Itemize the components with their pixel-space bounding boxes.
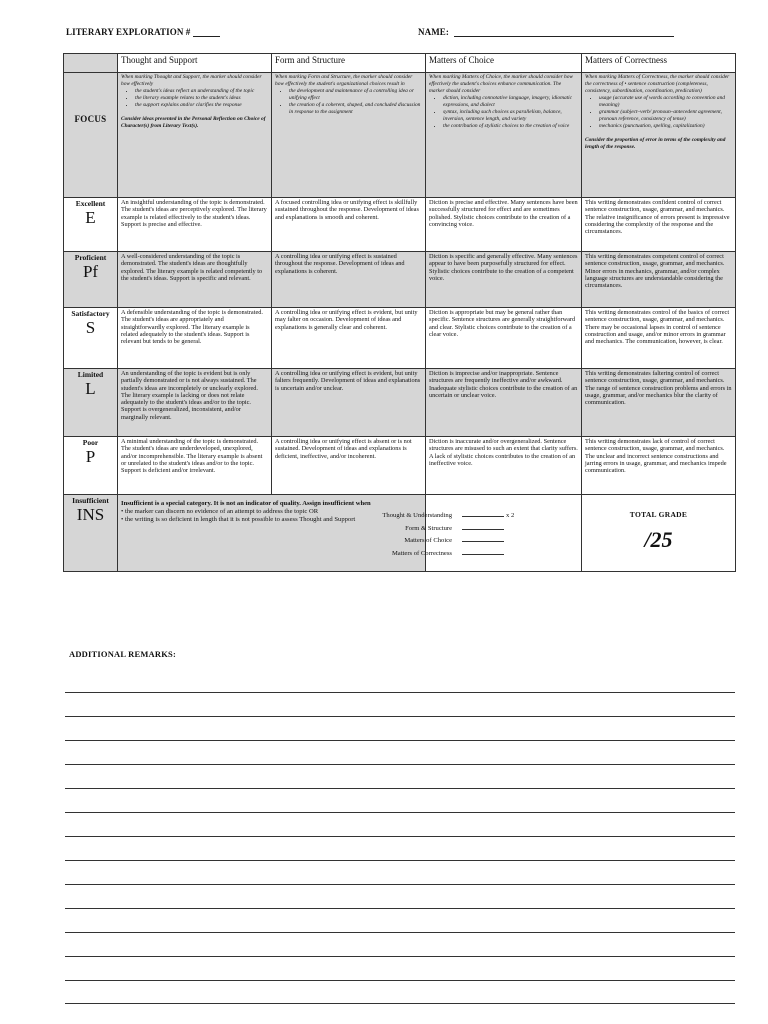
total-grade-value: /25 xyxy=(644,527,673,552)
score-blank-choice[interactable] xyxy=(462,533,504,542)
excellent-form: A focused controlling idea or unifying effect is skillfully sustained throughout the response. Development of ideas and explanations is smooth and coherent. xyxy=(272,198,426,252)
focus-label-cell xyxy=(64,73,118,198)
remarks-line[interactable] xyxy=(65,908,735,909)
column-header-choice: Matters of Choice xyxy=(426,54,582,73)
remarks-line[interactable] xyxy=(65,740,735,741)
limited-form: A controlling idea or unifying effect is evident, but unity falters frequently. Development of ideas and explanations is uncertain and/or unclear. xyxy=(272,369,426,437)
remarks-line[interactable] xyxy=(65,812,735,813)
remarks-line[interactable] xyxy=(65,764,735,765)
score-row-thought: Thought & Understanding x 2 xyxy=(356,508,581,521)
level-row-limited xyxy=(64,369,736,437)
level-label-satisfactory: Satisfactory S xyxy=(64,308,118,369)
level-row-excellent xyxy=(64,198,736,252)
score-row-correctness: Matters of Correctness xyxy=(356,546,581,559)
total-grade-cell xyxy=(582,495,736,572)
score-blank-thought[interactable] xyxy=(462,508,504,517)
remarks-line[interactable] xyxy=(65,932,735,933)
student-name-blank[interactable] xyxy=(454,28,674,37)
satisfactory-form: A controlling idea or unifying effect is evident, but unity may falter on occasion. Development of ideas and explanations is generally clear and coherent. xyxy=(272,308,426,369)
level-label-poor: Poor P xyxy=(64,437,118,495)
rubric-header-row xyxy=(64,54,736,73)
proficient-correctness: This writing demonstrates competent control of correct sentence construction, usage, grammar, and mechanics. Minor errors in mechanics, grammar, and/or complex language structures are understandable considering the circumstances. xyxy=(582,252,736,308)
level-label-limited: Limited L xyxy=(64,369,118,437)
level-row-proficient xyxy=(64,252,736,308)
remarks-line[interactable] xyxy=(65,788,735,789)
remarks-line[interactable] xyxy=(65,716,735,717)
score-row-form: Form & Structure xyxy=(356,521,581,534)
limited-thought: An understanding of the topic is evident but is only partially demonstrated or is not always sustained. The student's ideas are incompletely or unclearly explored. The literary example is lacking or does not relate adequately to the student's ideas and/or to the topic. Support is overgeneralized, inconsistent, and/or marginally relevant. xyxy=(118,369,272,437)
remarks-line[interactable] xyxy=(65,884,735,885)
remarks-line[interactable] xyxy=(65,836,735,837)
remarks-line[interactable] xyxy=(65,860,735,861)
proficient-thought: A well-considered understanding of the topic is demonstrated. The student's ideas are thoughtfully explored. The literary example is related competently to the student's ideas. Support is specific and relevant. xyxy=(118,252,272,308)
focus-label: FOCUS xyxy=(74,114,107,124)
focus-choice: When marking Matters of Choice, the marker should consider how effectively the student's choices enhance communication. The marker should consider • diction, including connotative language, imagery, idiomatic expressions, and dialect • syntax, including such choices as parallelism, balance, inversion, sentence length, and variety • the contribution of stylistic choices to the creation of voice xyxy=(426,73,582,198)
focus-row xyxy=(64,73,736,198)
additional-remarks-label: ADDITIONAL REMARKS: xyxy=(69,649,176,659)
level-row-insufficient xyxy=(64,495,736,572)
satisfactory-correctness: This writing demonstrates control of the basics of correct sentence construction, usage, grammar, and mechanics. There may be occasional lapses in control of sentence construction and usage, and/or minor errors in grammar and mechanics. The communication, however, is clear. xyxy=(582,308,736,369)
insufficient-description: Insufficient is a special category. It is not an indicator of quality. Assign insufficient when • the marker can discern no evidence of an attempt to address the topic OR • the writing is so deficient in length that it is not possible to assess Thought and Support xyxy=(118,495,426,572)
excellent-correctness: This writing demonstrates confident control of correct sentence construction, usage, grammar, and mechanics. The relative insignificance of errors present is impressive considering the complexity of the response and the circumstances. xyxy=(582,198,736,252)
column-header-form: Form and Structure xyxy=(272,54,426,73)
worksheet-title: LITERARY EXPLORATION # xyxy=(66,27,220,37)
focus-thought: When marking Thought and Support, the marker should consider how effectively • the student's ideas reflect an understanding of the topic • the literary example relates to the student's ideas • the support explains and/or clarifies the response Consider ideas presented in the Personal Reflection on Choice of Character(s) from Literary Text(s). xyxy=(118,73,272,198)
limited-choice: Diction is imprecise and/or inappropriate. Sentence structures are frequently ineffective and/or awkward. Inadequate stylistic choices contribute to the creation of an uncertain or unclear voice. xyxy=(426,369,582,437)
proficient-form: A controlling idea or unifying effect is sustained throughout the response. Development of ideas and explanations is coherent. xyxy=(272,252,426,308)
level-label-insufficient: Insufficient INS xyxy=(64,495,118,572)
poor-correctness: This writing demonstrates lack of control of correct sentence construction, usage, grammar, and mechanics. The unclear and incorrect sentence constructions and jarring errors in usage, grammar, and mechanics impede communication. xyxy=(582,437,736,495)
excellent-choice: Diction is precise and effective. Many sentences have been successfully structured for effect and are sometimes polished. Stylistic choices contribute to the creation of a convincing voice. xyxy=(426,198,582,252)
focus-form: When marking Form and Structure, the marker should consider how effectively the student's organizational choices result in • the development and maintenance of a controlling idea or unifying effect • the creation of a coherent, shaped, and concluded discussion in response to the assignment xyxy=(272,73,426,198)
satisfactory-choice: Diction is appropriate but may be general rather than specific. Sentence structures are generally straightforward and clear. Stylistic choices contribute to the creation of a clear voice. xyxy=(426,308,582,369)
score-blank-form[interactable] xyxy=(462,521,504,530)
student-name-field: NAME: xyxy=(418,27,674,37)
remarks-line[interactable] xyxy=(65,980,735,981)
limited-correctness: This writing demonstrates faltering control of correct sentence construction, usage, grammar, and mechanics. The range of sentence construction problems and errors in usage, grammar, and/or mechanics blur the clarity of communication. xyxy=(582,369,736,437)
score-blank-correctness[interactable] xyxy=(462,546,504,555)
remarks-line[interactable] xyxy=(65,692,735,693)
level-label-proficient: Proficient Pf xyxy=(64,252,118,308)
total-grade-label: TOTAL GRADE xyxy=(629,510,688,519)
level-label-excellent: Excellent E xyxy=(64,198,118,252)
remarks-line[interactable] xyxy=(65,956,735,957)
scoring-rubric-table xyxy=(63,53,736,572)
remarks-line[interactable] xyxy=(65,1003,735,1004)
satisfactory-thought: A defensible understanding of the topic is demonstrated. The student's ideas are appropriately and straightforwardly explored. The literary example is related adequately to the student's ideas. Support is relevant but tends to be general. xyxy=(118,308,272,369)
poor-form: A controlling idea or unifying effect is absent or is not sustained. Development of ideas and explanations is deficient, ineffective, and/or incoherent. xyxy=(272,437,426,495)
poor-thought: A minimal understanding of the topic is demonstrated. The student's ideas are underdeveloped, unexplored, and/or incomprehensible. The literary example is absent or unrelated to the student's ideas and/or to the topic. Support is deficient and/or irrelevant. xyxy=(118,437,272,495)
column-header-thought: Thought and Support xyxy=(118,54,272,73)
column-header-correctness: Matters of Correctness xyxy=(582,54,736,73)
corner-cell xyxy=(64,54,118,73)
exploration-number-blank[interactable] xyxy=(193,28,220,37)
level-row-satisfactory xyxy=(64,308,736,369)
focus-correctness: When marking Matters of Correctness, the marker should consider the correctness of • sentence construction (completeness, consistency, subordination, coordination, predication) • usage (accurate use of words according to convention and meaning) • grammar (subject–verb/ pronoun–antecedent agreement, pronoun reference, consistency of tense) • mechanics (punctuation, spelling, capitalization) Consider the proportion of error in terms of the complexity and length of the response. xyxy=(582,73,736,198)
poor-choice: Diction is inaccurate and/or overgeneralized. Sentence structures are misused to such an extent that clarity suffers. A lack of stylistic choices contributes to the creation of an ineffective voice. xyxy=(426,437,582,495)
excellent-thought: An insightful understanding of the topic is demonstrated. The student's ideas are perceptively explored. The literary example is related effectively to the student's ideas. Support is precise and effective. xyxy=(118,198,272,252)
level-row-poor xyxy=(64,437,736,495)
score-row-choice: Matters of Choice xyxy=(356,533,581,546)
proficient-choice: Diction is specific and generally effective. Many sentences appear to have been purposefully structured for effect. Stylistic choices contribute to the creation of a competent voice. xyxy=(426,252,582,308)
score-summary xyxy=(382,495,582,572)
